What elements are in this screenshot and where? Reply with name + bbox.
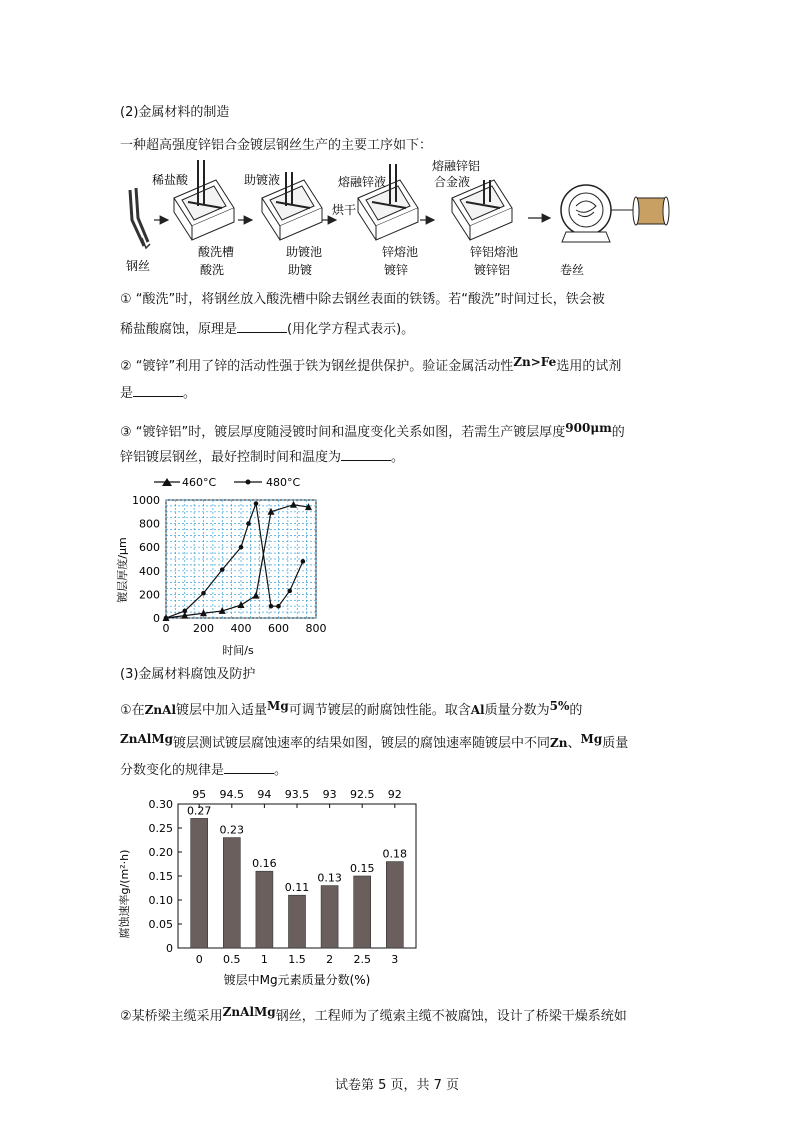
q31-al: Al	[470, 703, 485, 717]
q3-line2	[120, 448, 404, 467]
label-acid-wash: 酸洗	[200, 263, 225, 277]
page-footer: 试卷第 5 页，共 7 页	[334, 1078, 460, 1093]
chart2-xtick-label: 0	[195, 953, 203, 966]
q2-answer-blank[interactable]	[133, 384, 183, 397]
q31-mg: Mg	[267, 699, 289, 713]
chart2-bar	[354, 876, 371, 948]
chart1-point-circle	[246, 521, 251, 526]
chart2-ylabel: 腐蚀速率g/(m²·h)	[118, 849, 131, 939]
q1-answer-blank[interactable]	[237, 320, 287, 333]
corrosion-rate-chart	[112, 784, 432, 990]
chart1-xtick-label: 800	[305, 622, 326, 635]
q1-text-a: 稀盐酸腐蚀，原理是	[120, 322, 238, 337]
label-molten-znal-1: 熔融锌铝	[432, 159, 481, 173]
label-flux-tank: 助镀池	[286, 245, 323, 259]
chart1-xtick-label: 600	[268, 622, 289, 635]
q31-text-i: 。	[274, 763, 288, 778]
chart2-bar	[191, 818, 208, 948]
chart2-xtick-label: 2	[326, 953, 334, 966]
label-steel-wire: 钢丝	[126, 259, 151, 273]
zinc-aluminum-bath-icon	[452, 180, 512, 240]
chart2-ytick-label: 0.30	[148, 798, 173, 811]
q32-text-b: 钢丝，工程师为了缆索主缆不被腐蚀，设计了桥梁干燥系统如	[275, 1009, 627, 1024]
chart2-ytick-label: 0.20	[148, 846, 173, 859]
chart1-point-circle	[220, 567, 225, 572]
q3-line1	[120, 419, 625, 442]
chart2-top-label: 95	[192, 788, 207, 801]
chart1-point-circle	[287, 589, 292, 594]
q3-thickness: 900μm	[565, 421, 612, 435]
thickness-chart	[116, 470, 326, 660]
legend-circle-marker	[246, 480, 251, 485]
label-flux-liquid: 助镀液	[244, 173, 281, 187]
chart1-point-circle	[182, 609, 187, 614]
q2-text-d: 。	[183, 386, 197, 401]
label-fluxing: 助镀	[288, 263, 313, 277]
q2-text-c: 是	[120, 386, 134, 401]
chart2-data-label: 0.15	[349, 862, 375, 875]
steel-wire-icon	[130, 188, 150, 248]
chart1-legend	[154, 476, 300, 489]
q2-text-b: 选用的试剂	[556, 359, 622, 374]
q3-text-a: ③ “镀锌铝”时，镀层厚度随浸镀时间和温度变化关系如图，若需生产镀层厚度	[120, 425, 566, 440]
q31-sep: 、	[567, 736, 581, 751]
q31-text-h: 分数变化的规律是	[120, 763, 225, 778]
chart2-bar	[321, 886, 338, 948]
q31-line3	[120, 761, 287, 780]
q31-answer-blank[interactable]	[224, 761, 274, 774]
chart1-ytick-label: 200	[139, 588, 160, 602]
chart1-point-circle	[276, 604, 281, 609]
chart2-top-label: 93	[322, 788, 337, 801]
chart1-ytick-label: 1000	[132, 494, 160, 507]
q1-text-b: (用化学方程式表示)。	[287, 322, 415, 337]
q32-znalmg: ZnAlMg	[222, 1005, 276, 1019]
chart2-data-label: 0.16	[252, 857, 277, 871]
chart2-bar	[256, 871, 273, 948]
label-drying: 烘干	[332, 203, 357, 217]
q2-line2	[120, 384, 196, 403]
chart2-top-label: 93.5	[284, 788, 310, 801]
q3-answer-blank[interactable]	[341, 448, 391, 461]
chart1-xlabel: 时间/s	[222, 644, 254, 657]
chart2-xtick-label: 0.5	[223, 953, 241, 966]
label-znal-coating: 镀锌铝	[474, 263, 511, 277]
legend-480: 480°C	[266, 476, 301, 489]
label-zinc-bath: 锌熔池	[382, 245, 419, 259]
chart2-data-label: 0.13	[317, 871, 342, 885]
chart1-point-circle	[301, 559, 306, 564]
q31-text-a: ①在	[120, 703, 145, 718]
section-2-title: (2)金属材料的制造	[120, 105, 230, 120]
chart2-xlabel: 镀层中Mg元素质量分数(%)	[223, 973, 371, 987]
chart1-ytick-label: 400	[139, 564, 160, 578]
process-diagram	[116, 158, 686, 280]
q31-text-g: 质量	[602, 736, 629, 751]
q2-formula: Zn>Fe	[513, 355, 557, 369]
chart2-ytick-label: 0.05	[148, 918, 173, 931]
label-znal-bath: 锌铝熔池	[470, 245, 519, 259]
chart1-point-circle	[164, 616, 169, 621]
chart2-data-label: 0.23	[219, 823, 245, 837]
chart2-top-label: 94	[257, 788, 272, 801]
chart2-xtick-label: 1	[260, 953, 268, 966]
chart1-point-circle	[269, 604, 274, 609]
label-acid-tank: 酸洗槽	[198, 245, 235, 259]
chart1-ytick-label: 0	[153, 612, 160, 625]
chart1-xtick-label: 0	[162, 622, 170, 635]
chart2-ytick-label: 0.10	[148, 894, 173, 907]
chart2-top-label: 94.5	[219, 788, 245, 801]
chart2-bar	[386, 862, 403, 948]
q31-text-b: 镀层中加入适量	[176, 703, 268, 718]
chart1-point-circle	[254, 501, 259, 506]
label-molten-zinc: 熔融锌液	[338, 175, 387, 189]
chart1-xtick-label: 400	[230, 622, 252, 635]
q31-line2	[120, 730, 628, 753]
chart2-top-label: 92.5	[349, 788, 375, 801]
legend-460: 460°C	[182, 476, 217, 489]
chart1-ytick-label: 600	[139, 541, 160, 555]
q31-pct: 5%	[549, 699, 570, 713]
q31-text-e: 的	[569, 703, 583, 718]
q1-line2	[120, 320, 414, 339]
chart2-xtick-label: 1.5	[288, 953, 306, 966]
q31-znalmg: ZnAlMg	[120, 732, 174, 746]
q31-text-f: 镀层测试镀层腐蚀速率的结果如图，镀层的腐蚀速率随镀层中不同	[173, 736, 551, 751]
chart2-xtick-label: 3	[391, 953, 399, 966]
chart2-ytick-label: 0.15	[148, 870, 173, 883]
chart2-bar	[223, 838, 240, 948]
chart2-data-label: 0.11	[284, 881, 310, 895]
q32-text-a: ②某桥梁主缆采用	[120, 1009, 223, 1024]
chart1-xtick-label: 200	[193, 622, 214, 635]
acid-tank-icon	[174, 160, 234, 240]
chart1-ylabel: 镀层厚度/μm	[116, 537, 129, 603]
q31-mg2: Mg	[580, 732, 603, 746]
chart1-point-circle	[239, 545, 244, 550]
label-hcl: 稀盐酸	[152, 173, 189, 187]
q31-line1	[120, 697, 582, 720]
q1-line1: ① “酸洗”时，将钢丝放入酸洗槽中除去钢丝表面的铁锈。若“酸洗”时间过长，铁会被	[120, 292, 605, 307]
chart1-ytick-label: 800	[139, 517, 160, 531]
q3-text-b: 的	[611, 425, 625, 440]
label-galvanizing: 镀锌	[384, 263, 409, 277]
q31-text-d: 质量分数为	[484, 703, 550, 718]
chart2-data-label: 0.27	[186, 804, 212, 818]
label-coiling: 卷丝	[560, 263, 585, 277]
q2-text-a: ② “镀锌”利用了锌的活动性强于铁为钢丝提供保护。验证金属活动性	[120, 359, 514, 374]
chart2-xtick-label: 2.5	[353, 953, 371, 966]
q31-znal: ZnAl	[144, 703, 177, 717]
q31-zn: Zn	[550, 736, 568, 750]
coiling-machine-icon	[561, 185, 669, 242]
q3-text-c: 锌铝镀层钢丝，最好控制时间和温度为	[120, 450, 342, 465]
q32-line1	[120, 1003, 627, 1026]
chart2-data-label: 0.18	[382, 847, 408, 861]
chart2-top-label: 92	[387, 788, 402, 801]
chart2-ytick-label: 0.25	[148, 822, 173, 835]
q2-line1	[120, 353, 621, 376]
label-molten-znal-2: 合金液	[434, 175, 471, 189]
section-3-title: (3)金属材料腐蚀及防护	[120, 667, 256, 682]
process-intro: 一种超高强度锌铝合金镀层钢丝生产的主要工序如下：	[120, 138, 433, 153]
chart2-ytick-label: 0	[166, 942, 173, 955]
chart2-bar	[289, 895, 306, 948]
q31-text-c: 可调节镀层的耐腐蚀性能。取含	[288, 703, 471, 718]
q3-text-d: 。	[391, 450, 405, 465]
chart1-point-circle	[201, 591, 206, 596]
